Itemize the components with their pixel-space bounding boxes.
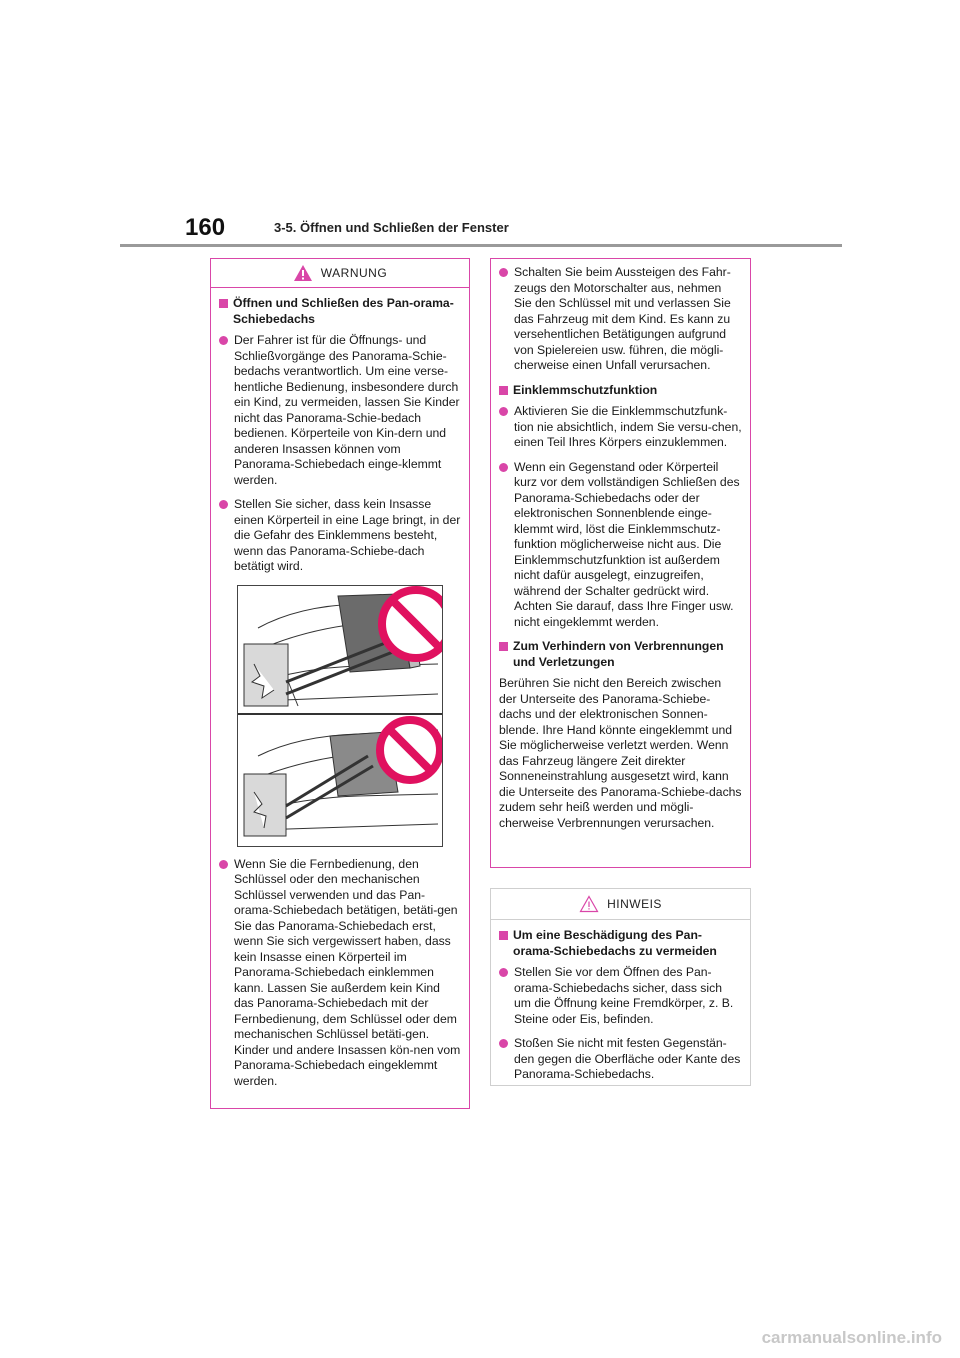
heading-item <box>499 383 742 399</box>
square-bullet-icon <box>499 386 508 395</box>
round-bullet-icon <box>219 860 228 869</box>
heading-text: Zum Verhindern von Verbrennungen und Verletzungen <box>513 639 724 669</box>
round-bullet-icon <box>219 336 228 345</box>
warning-header <box>211 259 469 288</box>
bullet-item <box>499 460 742 631</box>
bullet-text: Der Fahrer ist für die Öffnungs- und Schließvorgänge des Panorama-Schie-bedachs verantwortlich. Um eine verse-hentliche Bedienung, insbesondere durch ein Kind, zu vermeiden, lassen Sie Kinder nicht das Panorama-Schie-bedach bedienen. Körperteile von Kin-dern und anderen Insassen können vom Panorama-Schiebedach einge-klemmt werden. <box>234 333 460 487</box>
watermark-link[interactable]: carmanualsonline.info <box>761 1328 942 1347</box>
bullet-item <box>219 857 461 1090</box>
round-bullet-icon <box>499 268 508 277</box>
paragraph-text: Berühren Sie nicht den Bereich zwischen der Unterseite des Panorama-Schiebe-dachs und der elektronischen Sonnen-blende. Ihre Hand könnte eingeklemmt und Sie möglicherweise verletzt werden. Wenn das Fahrzeug längere Zeit direkter Sonneneinstrahlung ausgesetzt wird, kann die Unterseite des Panorama-Schiebe-dachs zudem sehr heiß werden und mögli-cherweise Verbrennungen verursachen. <box>499 676 742 830</box>
header-divider <box>120 244 842 247</box>
heading-item <box>499 639 742 670</box>
square-bullet-icon <box>499 931 508 940</box>
heading-text: Um eine Beschädigung des Pan-orama-Schiebedachs zu vermeiden <box>513 928 717 958</box>
heading-text: Öffnen und Schließen des Pan-orama-Schiebedachs <box>233 296 454 326</box>
round-bullet-icon <box>499 407 508 416</box>
bullet-text: Stoßen Sie nicht mit festen Gegenstän-den gegen die Oberfläche oder Kante des Panorama-Schiebedachs. <box>514 1036 741 1081</box>
bullet-item <box>499 265 742 374</box>
prohibition-icon <box>380 720 440 780</box>
bullet-item <box>499 965 742 1027</box>
heading-text: Einklemmschutzfunktion <box>513 382 658 397</box>
square-bullet-icon <box>219 299 228 308</box>
bullet-text: Wenn Sie die Fernbedienung, den Schlüssel oder den mechanischen Schlüssel verwenden und das Pan-orama-Schiebedach betätigen, betäti-gen Sie das Panorama-Schiebedach erst, wenn Sie sich vergewissert haben, dass kein Insasse einen Körperteil im Panorama-Schiebedach einklemmen kann. Lassen Sie außerdem kein Kind das Panorama-Schiebedach mit der Fernbedienung, dem Schlüssel oder dem mechanischen Schlüssel betäti-gen. Kinder und andere Insassen kön-nen vom Panorama-Schiebedach eingeklemmt werden. <box>234 856 461 1088</box>
round-bullet-icon <box>499 1039 508 1048</box>
bullet-text: Aktivieren Sie die Einklemmschutzfunk-tion nie absichtlich, indem Sie versu-chen, einen Teil Ihres Körpers einzuklemmen. <box>514 404 742 449</box>
warning-box-left <box>210 258 470 1109</box>
note-label: HINWEIS <box>607 897 662 911</box>
bullet-text: Schalten Sie beim Aussteigen des Fahr-zeugs den Motorschalter aus, nehmen Sie den Schlüssel mit und verlassen Sie das Fahrzeug mit dem Kind. Es kann zu versehentlichen Betätigungen aufgrund von Spielereien usw. führen, die mögli-cherweise einen Unfall verursachen. <box>514 265 731 372</box>
sunroof-warning-illustration <box>237 585 443 847</box>
bullet-item <box>499 404 742 451</box>
section-title: 3-5. Öffnen und Schließen der Fenster <box>274 220 509 235</box>
warning-label: WARNUNG <box>320 266 388 280</box>
warning-triangle-icon <box>293 264 313 282</box>
round-bullet-icon <box>219 500 228 509</box>
note-header <box>491 889 750 920</box>
prohibition-icon <box>382 590 442 658</box>
bullet-item <box>499 1036 742 1083</box>
bullet-item <box>219 497 461 575</box>
warning-box-right <box>490 258 751 868</box>
bullet-text: Stellen Sie sicher, dass kein Insasse einen Körperteil in eine Lage bringt, in der die Gefahr des Einklemmens besteht, wenn das Panorama-Schiebe-dach betätigt wird. <box>234 497 461 573</box>
bullet-text: Stellen Sie vor dem Öffnen des Pan-orama-Schiebedachs sicher, dass sich um die Öffnung keine Fremdkörper, z. B. Steine oder Eis, befinden. <box>514 965 734 1026</box>
square-bullet-icon <box>499 642 508 651</box>
heading-item <box>219 296 461 327</box>
round-bullet-icon <box>499 968 508 977</box>
heading-item <box>499 928 742 959</box>
page-number: 160 <box>185 214 226 241</box>
bullet-item <box>219 333 461 488</box>
round-bullet-icon <box>499 463 508 472</box>
caution-triangle-outline-icon <box>579 895 599 913</box>
note-box <box>490 888 751 1086</box>
bullet-text: Wenn ein Gegenstand oder Körperteil kurz vor dem vollständigen Schließen des Panorama-Schiebedachs oder der elektronischen Sonnenblende einge-klemmt wird, löst die Einklemmschutz-funktion möglicherweise nicht aus. Die Einklemmschutzfunktion ist außerdem nicht dafür ausgelegt, einzugreifen, während der Schalter gedrückt wird. Achten Sie darauf, dass Ihre Finger usw. nicht eingeklemmt werden. <box>514 459 740 629</box>
